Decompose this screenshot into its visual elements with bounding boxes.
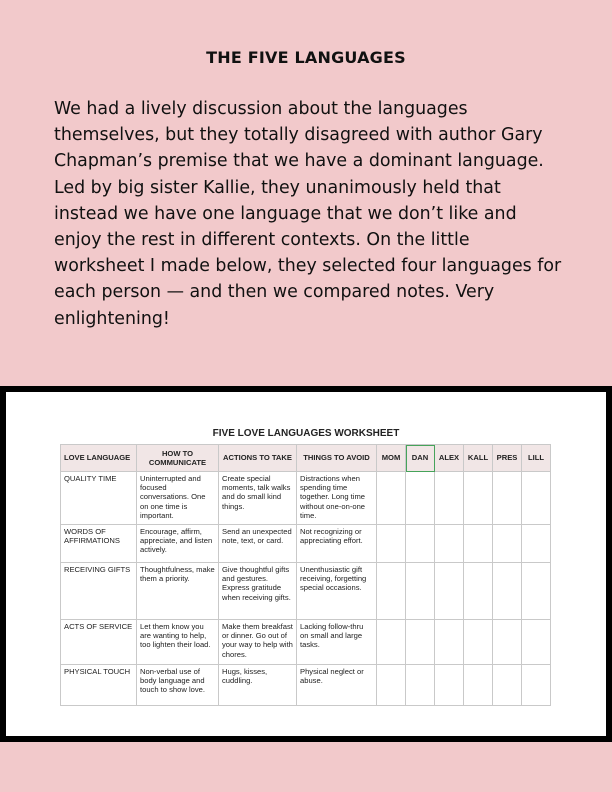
cell-actions[interactable]: Give thoughtful gifts and gestures. Express gratitude when receiving gifts. xyxy=(219,563,297,620)
worksheet-title: FIVE LOVE LANGUAGES WORKSHEET xyxy=(212,428,400,439)
cell-mom[interactable] xyxy=(377,525,406,563)
cell-alex[interactable] xyxy=(435,472,464,525)
col-header-pres[interactable]: PRES xyxy=(493,445,522,472)
cell-communicate[interactable]: Let them know you are wanting to help, too lighten their load. xyxy=(137,620,219,665)
col-header-alex[interactable]: ALEX xyxy=(435,445,464,472)
cell-avoid[interactable]: Not recognizing or appreciating effort. xyxy=(297,525,377,563)
cell-avoid[interactable]: Lacking follow-thru on small and large tasks. xyxy=(297,620,377,665)
cell-communicate[interactable]: Non-verbal use of body language and touch to show love. xyxy=(137,665,219,706)
cell-dan[interactable] xyxy=(406,525,435,563)
cell-mom[interactable] xyxy=(377,665,406,706)
cell-communicate[interactable]: Uninterrupted and focused conversations. One on one time is important. xyxy=(137,472,219,525)
cell-language[interactable]: RECEIVING GIFTS xyxy=(61,563,137,620)
page-title: THE FIVE LANGUAGES xyxy=(206,48,406,67)
cell-dan[interactable] xyxy=(406,665,435,706)
cell-dan[interactable] xyxy=(406,620,435,665)
col-header-how-to-communicate[interactable]: HOW TO COMMUNICATE xyxy=(137,445,219,472)
cell-language[interactable]: PHYSICAL TOUCH xyxy=(61,665,137,706)
cell-actions[interactable]: Make them breakfast or dinner. Go out of your way to help with chores. xyxy=(219,620,297,665)
cell-pres[interactable] xyxy=(493,472,522,525)
cell-kall[interactable] xyxy=(464,563,493,620)
cell-avoid[interactable]: Unenthusiastic gift receiving, forgetting special occasions. xyxy=(297,563,377,620)
col-header-love-language[interactable]: LOVE LANGUAGE xyxy=(61,445,137,472)
cell-actions[interactable]: Hugs, kisses, cuddling. xyxy=(219,665,297,706)
worksheet-frame xyxy=(0,386,612,742)
cell-kall[interactable] xyxy=(464,472,493,525)
col-header-actions-to-take[interactable]: ACTIONS TO TAKE xyxy=(219,445,297,472)
cell-alex[interactable] xyxy=(435,620,464,665)
cell-alex[interactable] xyxy=(435,665,464,706)
cell-mom[interactable] xyxy=(377,472,406,525)
table-row xyxy=(61,563,551,620)
cell-dan[interactable] xyxy=(406,472,435,525)
cell-lill[interactable] xyxy=(522,563,551,620)
cell-pres[interactable] xyxy=(493,563,522,620)
cell-alex[interactable] xyxy=(435,525,464,563)
cell-language[interactable]: ACTS OF SERVICE xyxy=(61,620,137,665)
cell-actions[interactable]: Send an unexpected note, text, or card. xyxy=(219,525,297,563)
cell-lill[interactable] xyxy=(522,525,551,563)
cell-language[interactable]: QUALITY TIME xyxy=(61,472,137,525)
cell-communicate[interactable]: Thoughtfulness, make them a priority. xyxy=(137,563,219,620)
col-header-kall[interactable]: KALL xyxy=(464,445,493,472)
col-header-lill[interactable]: LILL xyxy=(522,445,551,472)
table-row xyxy=(61,665,551,706)
cell-pres[interactable] xyxy=(493,620,522,665)
cell-actions[interactable]: Create special moments, talk walks and do small kind things. xyxy=(219,472,297,525)
header-row xyxy=(61,445,551,472)
cell-lill[interactable] xyxy=(522,620,551,665)
cell-pres[interactable] xyxy=(493,665,522,706)
intro-paragraph: We had a lively discussion about the languages themselves, but they totally disagreed with author Gary Chapman’s premise that we have a dominant language. Led by big sister Kallie, they unanimously held that instead we have one language that we don’t like and enjoy the rest in different contexts. On the little worksheet I made below, they selected four languages for each person — and then we compared notes. Very enlightening! xyxy=(54,99,562,329)
cell-kall[interactable] xyxy=(464,620,493,665)
table-row xyxy=(61,620,551,665)
cell-mom[interactable] xyxy=(377,563,406,620)
cell-language[interactable]: WORDS OF AFFIRMATIONS xyxy=(61,525,137,563)
worksheet-table xyxy=(60,444,551,706)
cell-pres[interactable] xyxy=(493,525,522,563)
cell-communicate[interactable]: Encourage, affirm, appreciate, and listen actively. xyxy=(137,525,219,563)
table-row xyxy=(61,472,551,525)
cell-avoid[interactable]: Distractions when spending time together. Long time without one-on-one time. xyxy=(297,472,377,525)
cell-kall[interactable] xyxy=(464,525,493,563)
cell-avoid[interactable]: Physical neglect or abuse. xyxy=(297,665,377,706)
worksheet-sheet xyxy=(6,392,606,736)
cell-kall[interactable] xyxy=(464,665,493,706)
cell-dan[interactable] xyxy=(406,563,435,620)
col-header-mom[interactable]: MOM xyxy=(377,445,406,472)
col-header-dan[interactable]: DAN xyxy=(406,445,435,472)
cell-alex[interactable] xyxy=(435,563,464,620)
table-row xyxy=(61,525,551,563)
col-header-things-to-avoid[interactable]: THINGS TO AVOID xyxy=(297,445,377,472)
cell-lill[interactable] xyxy=(522,665,551,706)
cell-mom[interactable] xyxy=(377,620,406,665)
cell-lill[interactable] xyxy=(522,472,551,525)
